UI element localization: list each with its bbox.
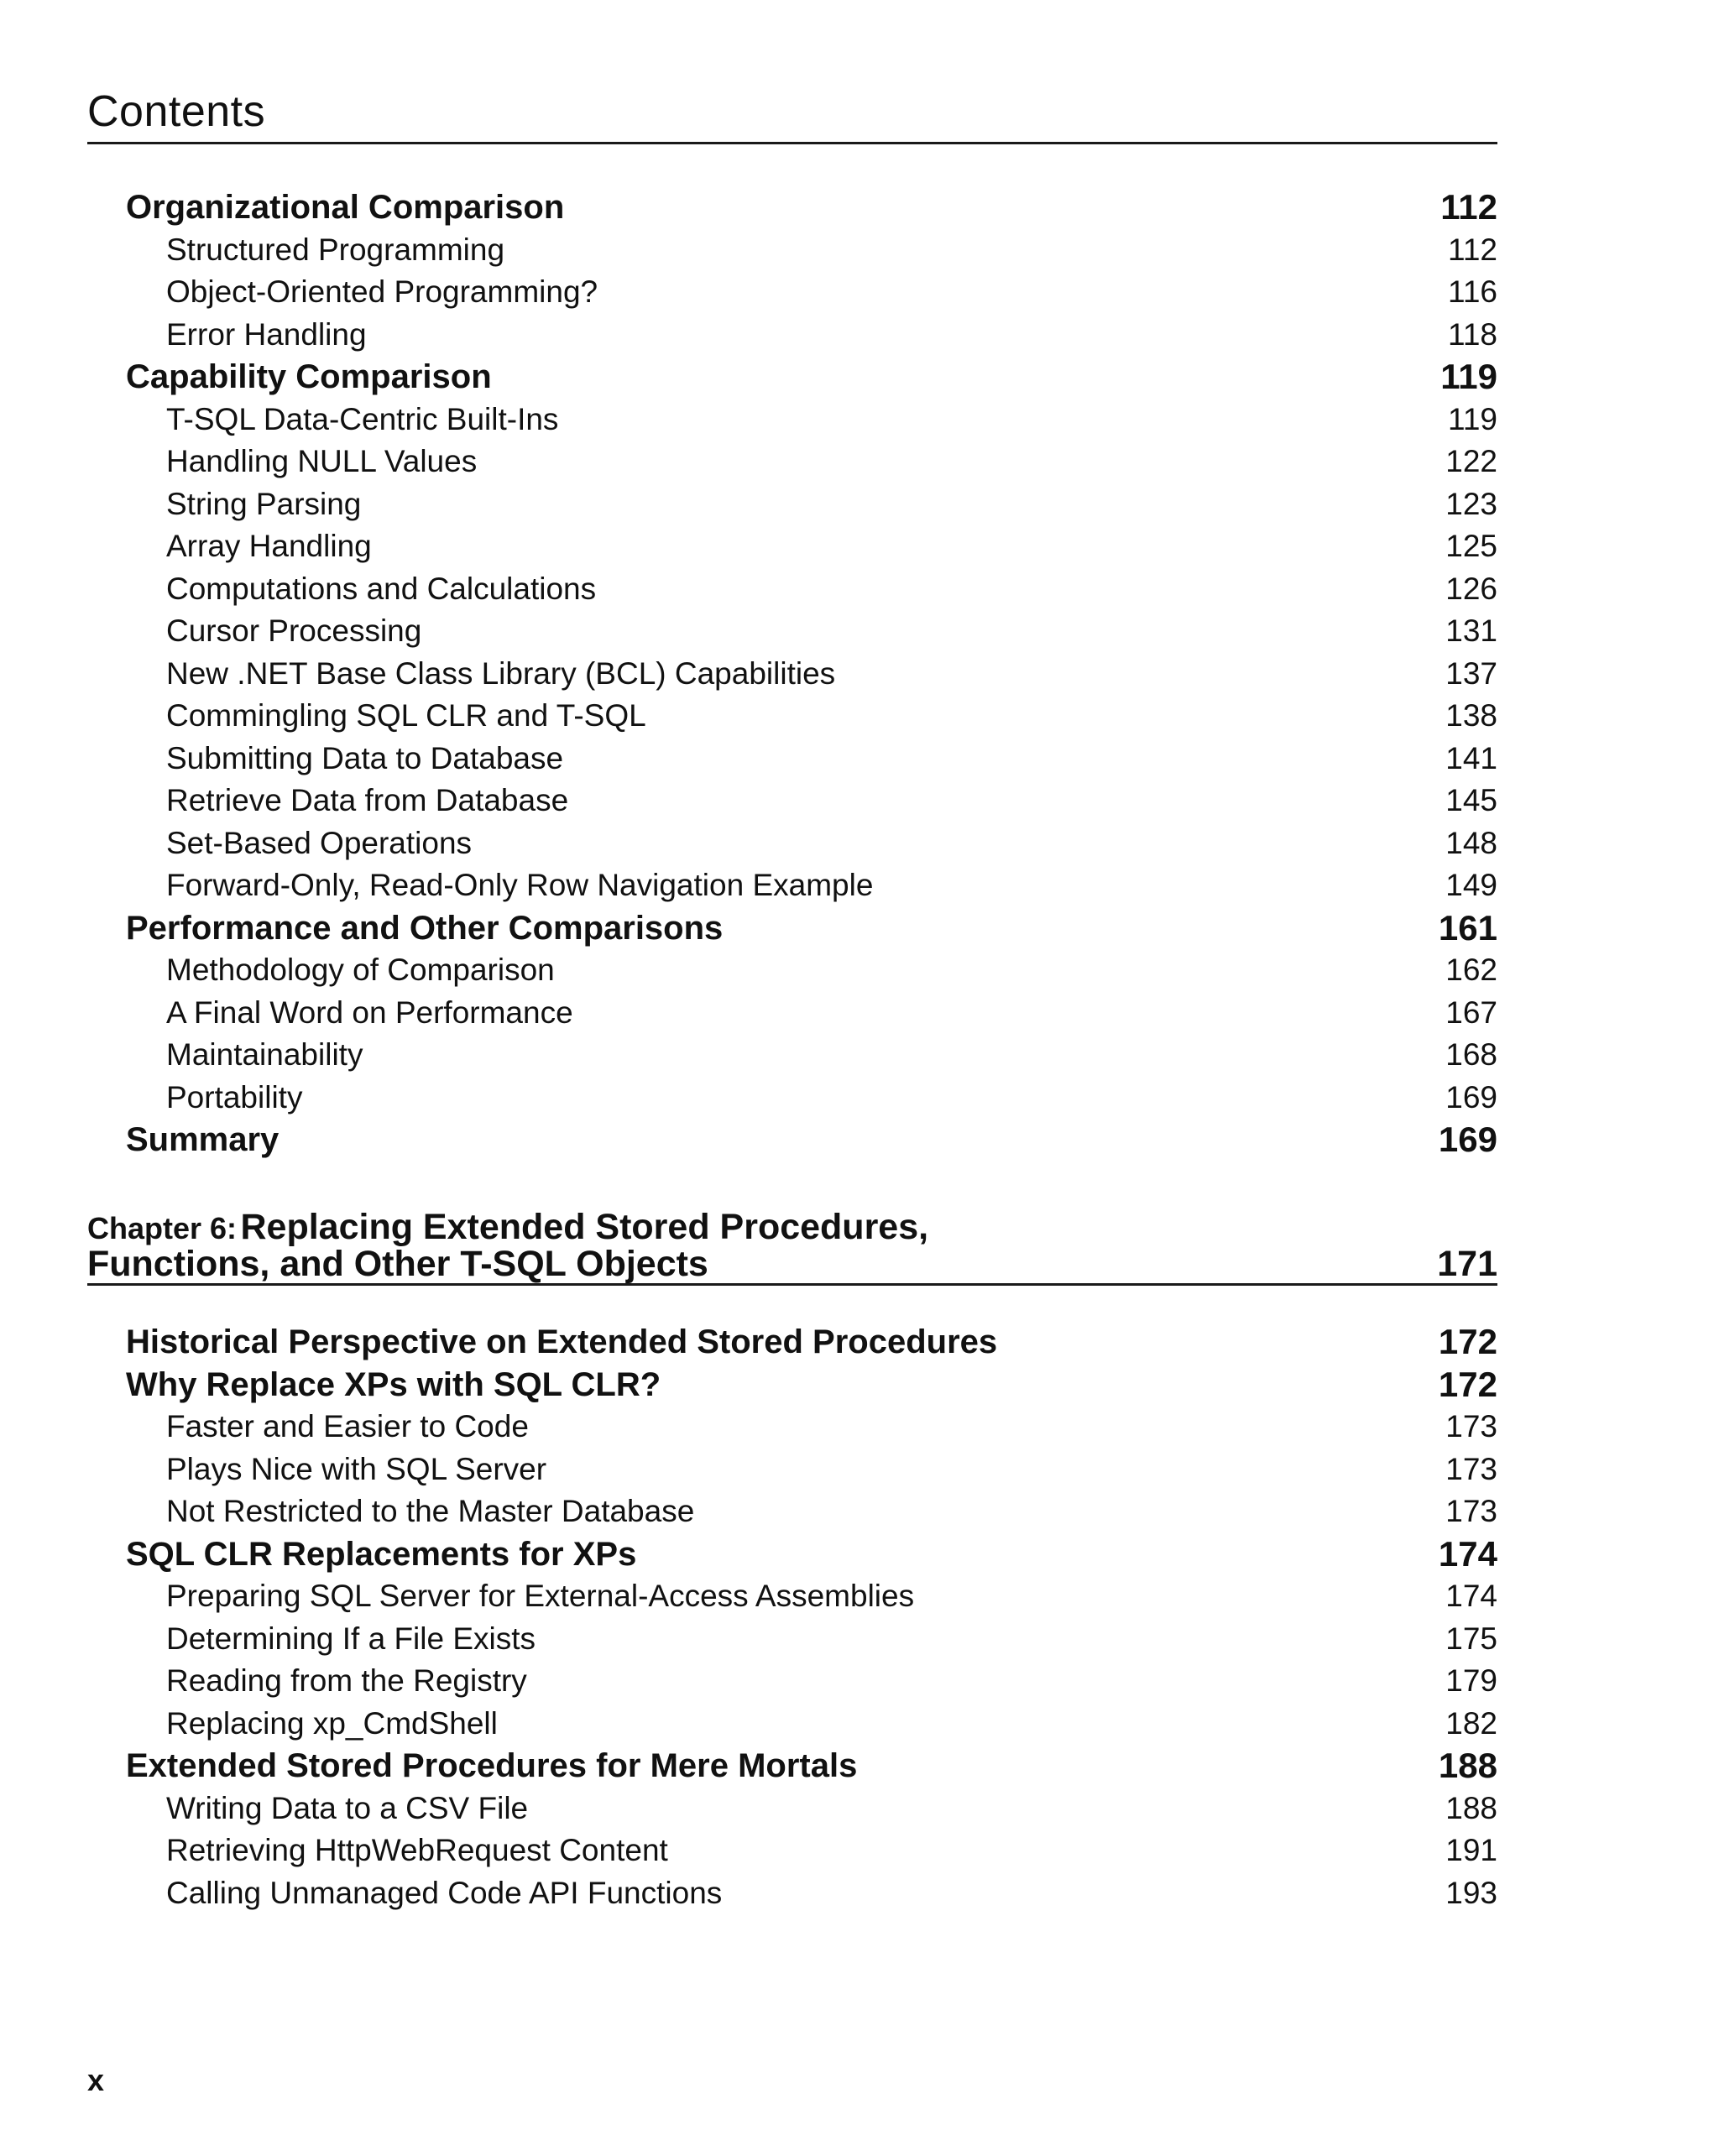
toc-entry-page-number: 126 — [1445, 571, 1497, 606]
toc-entry-page-number: 175 — [1445, 1621, 1497, 1656]
toc-entry-page-number: 141 — [1445, 740, 1497, 775]
toc-subentry — [87, 1077, 1497, 1120]
toc-entry-page-number: 182 — [1445, 1705, 1497, 1741]
toc-entry-title: Methodology of Comparison — [166, 953, 555, 987]
chapter-title-line-1: Replacing Extended Stored Procedures, — [240, 1207, 929, 1247]
toc-subentry — [87, 314, 1497, 357]
toc-entry-title: Retrieve Data from Database — [166, 783, 569, 817]
toc-entry-title: Why Replace XPs with SQL CLR? — [126, 1365, 661, 1403]
toc-subentry — [87, 1034, 1497, 1077]
toc-entry-page-number: 112 — [1448, 232, 1497, 267]
toc-entry-title: Maintainability — [166, 1037, 363, 1072]
toc-section-continued — [87, 186, 1497, 1162]
toc-entry-page-number: 167 — [1445, 994, 1497, 1030]
toc-heading-entry — [87, 1364, 1497, 1407]
toc-entry-title: Determining If a File Exists — [166, 1621, 536, 1656]
toc-entry-title: Plays Nice with SQL Server — [166, 1451, 547, 1486]
toc-subentry — [87, 483, 1497, 526]
toc-entry-title: Summary — [126, 1121, 280, 1158]
chapter-heading — [87, 1207, 1497, 1286]
toc-subentry — [87, 271, 1497, 314]
toc-entry-page-number: 123 — [1445, 486, 1497, 521]
toc-entry-title: Capability Comparison — [126, 358, 492, 395]
toc-subentry — [87, 568, 1497, 611]
toc-entry-page-number: 122 — [1445, 444, 1497, 478]
toc-entry-page-number: 119 — [1448, 401, 1497, 436]
toc-entry-title: T-SQL Data-Centric Built-Ins — [166, 401, 559, 436]
toc-subentry — [87, 1660, 1497, 1703]
toc-subentry — [87, 229, 1497, 272]
toc-heading-entry — [87, 1745, 1497, 1788]
toc-entry-title: Reading from the Registry — [166, 1663, 527, 1698]
toc-entry-page-number: 174 — [1445, 1579, 1497, 1613]
toc-entry-page-number: 191 — [1445, 1833, 1497, 1867]
toc-subentry — [87, 949, 1497, 992]
toc-subentry — [87, 780, 1497, 822]
toc-entry-title: Error Handling — [166, 316, 367, 352]
toc-entry-page-number: 119 — [1440, 357, 1497, 396]
toc-heading-entry — [87, 186, 1497, 229]
toc-entry-title: SQL CLR Replacements for XPs — [126, 1535, 637, 1573]
toc-entry-page-number: 118 — [1448, 316, 1497, 352]
toc-entry-page-number: 131 — [1445, 613, 1497, 648]
toc-entry-page-number: 174 — [1438, 1533, 1497, 1574]
toc-entry-page-number: 137 — [1445, 655, 1497, 691]
toc-entry-page-number: 188 — [1438, 1746, 1497, 1785]
chapter-title-line-2: Functions, and Other T-SQL Objects — [87, 1244, 708, 1284]
toc-entry-title: Organizational Comparison — [126, 189, 565, 226]
toc-subentry — [87, 695, 1497, 738]
toc-entry-page-number: 169 — [1438, 1120, 1497, 1159]
chapter-number: Chapter 6: — [87, 1211, 238, 1245]
toc-heading-entry — [87, 907, 1497, 950]
toc-subentry — [87, 1618, 1497, 1661]
toc-entry-title: Set-Based Operations — [166, 825, 473, 860]
toc-subentry — [87, 1703, 1497, 1746]
toc-heading-entry — [87, 356, 1497, 399]
toc-entry-page-number: 148 — [1445, 825, 1497, 860]
toc-entry-title: Array Handling — [166, 529, 372, 563]
toc-entry-page-number: 162 — [1445, 953, 1497, 987]
toc-entry-title: Commingling SQL CLR and T-SQL — [166, 698, 646, 733]
toc-subentry — [87, 1872, 1497, 1915]
toc-entry-page-number: 193 — [1445, 1875, 1497, 1910]
toc-entry-page-number: 172 — [1438, 1322, 1497, 1361]
toc-entry-page-number: 172 — [1438, 1364, 1497, 1404]
running-head — [87, 84, 1497, 144]
toc-entry-title: Structured Programming — [166, 232, 505, 267]
toc-entry-title: Performance and Other Comparisons — [126, 909, 724, 947]
toc-entry-title: String Parsing — [166, 486, 362, 521]
toc-entry-title: Calling Unmanaged Code API Functions — [166, 1875, 723, 1910]
toc-entry-page-number: 179 — [1445, 1663, 1497, 1698]
toc-subentry — [87, 1830, 1497, 1872]
toc-entry-title: Preparing SQL Server for External-Access Assemblies — [166, 1579, 915, 1613]
toc-entry-title: Submitting Data to Database — [166, 740, 564, 775]
chapter-page-number: 171 — [1437, 1244, 1497, 1284]
toc-subentry — [87, 992, 1497, 1035]
toc-entry-page-number: 112 — [1440, 187, 1497, 227]
toc-entry-page-number: 149 — [1445, 868, 1497, 902]
toc-subentry — [87, 1788, 1497, 1830]
toc-subentry — [87, 738, 1497, 780]
toc-entry-title: Extended Stored Procedures for Mere Mortals — [126, 1747, 858, 1784]
toc-subentry — [87, 822, 1497, 865]
toc-subentry — [87, 525, 1497, 568]
toc-entry-title: Replacing xp_CmdShell — [166, 1705, 498, 1741]
toc-subentry — [87, 653, 1497, 696]
toc-entry-page-number: 138 — [1445, 698, 1497, 733]
toc-heading-entry — [87, 1119, 1497, 1162]
toc-entry-title: Faster and Easier to Code — [166, 1409, 529, 1443]
page-folio: x — [87, 2063, 105, 2097]
toc-entry-title: Portability — [166, 1079, 303, 1115]
toc-subentry — [87, 399, 1497, 441]
toc-section-chapter-6 — [87, 1321, 1497, 1914]
toc-heading-entry — [87, 1321, 1497, 1364]
toc-subentry — [87, 441, 1497, 483]
toc-entry-page-number: 161 — [1438, 907, 1497, 947]
toc-subentry — [87, 610, 1497, 653]
toc-entry-title: Handling NULL Values — [166, 444, 478, 478]
toc-entry-page-number: 168 — [1445, 1037, 1497, 1072]
toc-subentry — [87, 864, 1497, 907]
toc-entry-page-number: 145 — [1445, 783, 1497, 817]
toc-entry-title: New .NET Base Class Library (BCL) Capabilities — [166, 655, 836, 691]
toc-entry-title: Cursor Processing — [166, 613, 422, 648]
toc-heading-entry — [87, 1533, 1497, 1576]
toc-subentry — [87, 1575, 1497, 1618]
toc-entry-title: Forward-Only, Read-Only Row Navigation Example — [166, 868, 874, 902]
toc-entry-title: Not Restricted to the Master Database — [166, 1494, 695, 1528]
running-head-title: Contents — [87, 87, 266, 136]
toc-entry-page-number: 173 — [1445, 1409, 1497, 1443]
toc-entry-title: Computations and Calculations — [166, 571, 597, 606]
toc-entry-page-number: 188 — [1445, 1790, 1497, 1825]
toc-entry-page-number: 125 — [1445, 529, 1497, 563]
chapter-heading-line-1 — [87, 1207, 928, 1247]
toc-entry-page-number: 173 — [1445, 1451, 1497, 1486]
toc-subentry — [87, 1449, 1497, 1491]
toc-entry-page-number: 169 — [1445, 1079, 1497, 1115]
toc-subentry — [87, 1490, 1497, 1533]
toc-entry-title: Historical Perspective on Extended Stored Procedures — [126, 1323, 998, 1360]
toc-entry-page-number: 173 — [1445, 1494, 1497, 1528]
toc-entry-title: Retrieving HttpWebRequest Content — [166, 1833, 668, 1867]
toc-entry-page-number: 116 — [1448, 274, 1497, 309]
toc-entry-title: Writing Data to a CSV File — [166, 1790, 529, 1825]
toc-subentry — [87, 1406, 1497, 1449]
toc-entry-title: Object-Oriented Programming? — [166, 274, 598, 309]
toc-entry-title: A Final Word on Performance — [166, 994, 573, 1030]
